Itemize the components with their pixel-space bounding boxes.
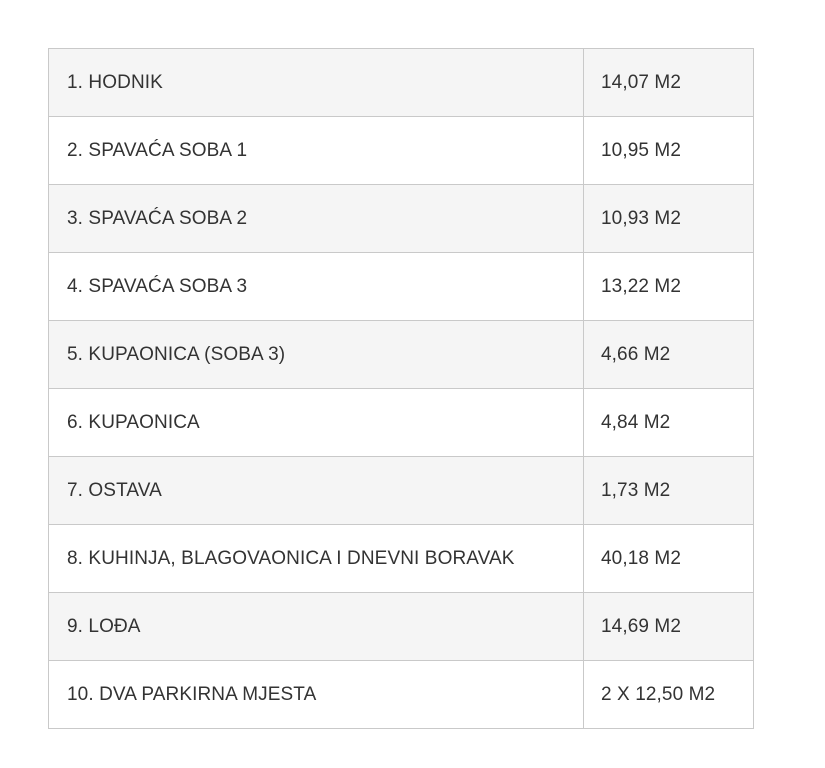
room-name-cell: 8. KUHINJA, BLAGOVAONICA I DNEVNI BORAVAK	[49, 525, 584, 593]
room-name-cell: 9. LOĐA	[49, 593, 584, 661]
room-name-cell: 2. SPAVAĆA SOBA 1	[49, 117, 584, 185]
room-name-cell: 6. KUPAONICA	[49, 389, 584, 457]
room-area-cell: 4,84 M2	[584, 389, 754, 457]
room-area-cell: 10,95 M2	[584, 117, 754, 185]
table-row	[49, 661, 754, 729]
room-name-cell: 7. OSTAVA	[49, 457, 584, 525]
room-name-cell: 3. SPAVAĆA SOBA 2	[49, 185, 584, 253]
room-name-cell: 4. SPAVAĆA SOBA 3	[49, 253, 584, 321]
room-area-cell: 4,66 M2	[584, 321, 754, 389]
room-area-cell: 1,73 M2	[584, 457, 754, 525]
room-area-cell: 14,07 M2	[584, 49, 754, 117]
table-row	[49, 321, 754, 389]
table-row	[49, 49, 754, 117]
table-row	[49, 457, 754, 525]
room-area-cell: 40,18 M2	[584, 525, 754, 593]
room-area-cell: 13,22 M2	[584, 253, 754, 321]
room-name-cell: 10. DVA PARKIRNA MJESTA	[49, 661, 584, 729]
room-area-cell: 10,93 M2	[584, 185, 754, 253]
table-row	[49, 253, 754, 321]
table-row	[49, 389, 754, 457]
table-row	[49, 185, 754, 253]
room-area-table	[48, 48, 754, 729]
room-name-cell: 5. KUPAONICA (SOBA 3)	[49, 321, 584, 389]
room-name-cell: 1. HODNIK	[49, 49, 584, 117]
room-area-cell: 2 X 12,50 M2	[584, 661, 754, 729]
room-area-cell: 14,69 M2	[584, 593, 754, 661]
table-row	[49, 525, 754, 593]
table-row	[49, 117, 754, 185]
table-row	[49, 593, 754, 661]
